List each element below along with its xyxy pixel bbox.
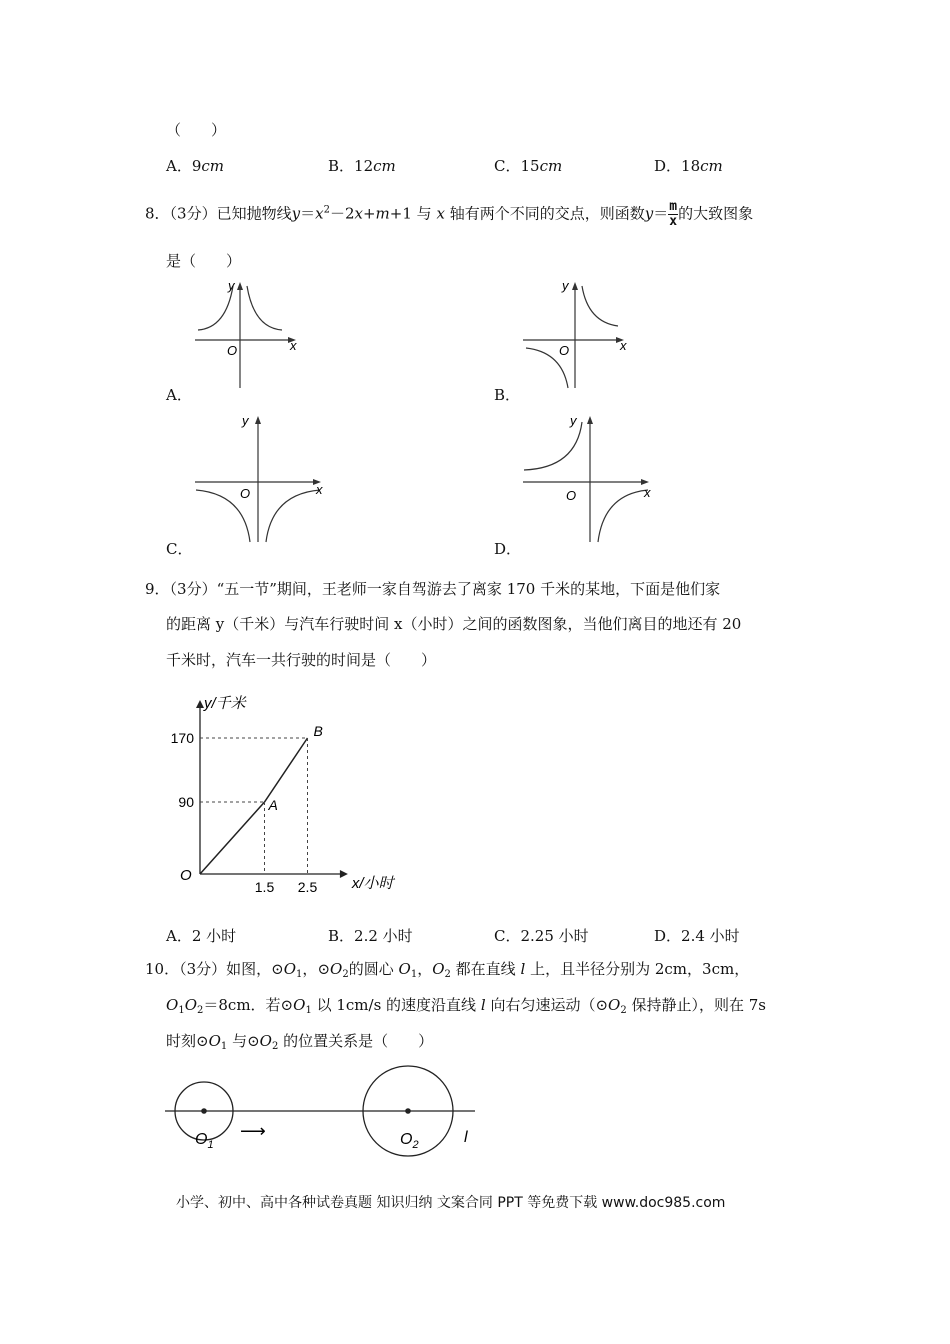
y-tick-label: 90 [178, 794, 194, 810]
q8-option-d: D． [494, 540, 522, 558]
point-label-b: B [313, 723, 323, 739]
q8-graph-a [190, 278, 310, 390]
q10-stem-line3: 时刻$⊙O_1$ 与$⊙O_2$ 的位置关系是（ ） [166, 1032, 434, 1052]
q7-option-d: D．18cm [654, 157, 723, 175]
q9-stem-line3: 千米时，汽车一共行驶的时间是（ ） [166, 651, 437, 669]
x-axis-title: x/小时 [351, 875, 394, 892]
q9-stem-line2: 的距离 y（千米）与汽车行驶时间 x（小时）之间的函数图象，当他们离目的地还有 20 [166, 615, 742, 633]
y-axis-label: y [242, 413, 249, 428]
q8-option-a: A． [166, 386, 192, 404]
center-o1-dot [201, 1108, 207, 1114]
page-footer: 小学、初中、高中各种试卷真题 知识归纳 文案合同 PPT 等免费下载 www.doc985.com [176, 1195, 726, 1211]
q8-stem-line2: 是（ ） [166, 252, 242, 270]
q7-option-c: C．15cm [494, 157, 563, 175]
y-axis-title: y/千米 [204, 695, 246, 712]
x-axis-label: x [620, 338, 627, 353]
x-axis-label: x [644, 485, 651, 500]
o2-label: $O_2$ [400, 1131, 419, 1151]
x-axis-label: x [316, 482, 323, 497]
y-axis-label: y [228, 278, 235, 293]
q10-stem: 10．（3分）如图，$⊙O_1$，$⊙O_2$的圆心 $O_1$，$O_2$ 都在直线 l 上，且半径分别为 2cm，3cm， [145, 960, 750, 980]
q9-option-c: C．2.25 小时 [494, 927, 589, 945]
center-o2-dot [405, 1108, 411, 1114]
q8-graph-c [190, 410, 335, 545]
x-axis-label: x [290, 338, 297, 353]
right-arrow-icon: ⟶ [240, 1121, 266, 1141]
q9-distance-time-chart [160, 682, 400, 897]
q9-option-b: B．2.2 小时 [328, 927, 413, 945]
q9-option-a: A．2 小时 [166, 927, 237, 945]
q10-circles-figure [160, 1062, 490, 1167]
y-axis-label: y [570, 413, 577, 428]
distance-line [200, 738, 308, 874]
q10-stem-line2: $O_1O_2=8cm$．若$⊙O_1$ 以 1cm/s 的速度沿直线 l 向右匀速运动（$⊙O_2$ 保持静止），则在 7s [166, 996, 767, 1016]
q8-stem: 8．（3分）已知抛物线$y=x^2-2x+m+1$ 与 x 轴有两个不同的交点，则函数y＝ $\frac{m}{x}$ 的大致图象 [145, 199, 754, 229]
origin-label: O [240, 486, 251, 501]
y-axis-arrow [196, 700, 204, 708]
q8-graph-d [518, 410, 663, 545]
o1-label: $O_1$ [195, 1131, 214, 1151]
q8-graph-b [518, 278, 638, 390]
origin-label: O [566, 488, 577, 503]
origin-label: O [227, 343, 238, 358]
x-axis-arrow [340, 870, 348, 878]
q7-option-a: A．9cm [166, 157, 225, 175]
x-tick-label: 2.5 [297, 879, 318, 895]
y-axis-label: y [562, 278, 569, 293]
fraction-m-over-x: $\frac{m}{x}$ [669, 199, 678, 229]
q9-option-d: D．2.4 小时 [654, 927, 740, 945]
y-tick-label: 170 [170, 730, 194, 746]
origin-label: O [559, 343, 570, 358]
point-label-a: A [268, 797, 278, 813]
q8-option-b: B． [494, 386, 521, 404]
x-tick-label: 1.5 [254, 879, 275, 895]
line-l-label: l [464, 1129, 468, 1146]
q8-option-c: C． [166, 540, 193, 558]
q9-stem: 9．（3分）“五一节”期间，王老师一家自驾游去了离家 170 千米的某地，下面是他们家 [145, 580, 721, 598]
q7-answer-paren: （ ） [166, 121, 227, 139]
origin-label: O [180, 867, 192, 884]
q7-option-b: B．12cm [328, 157, 396, 175]
